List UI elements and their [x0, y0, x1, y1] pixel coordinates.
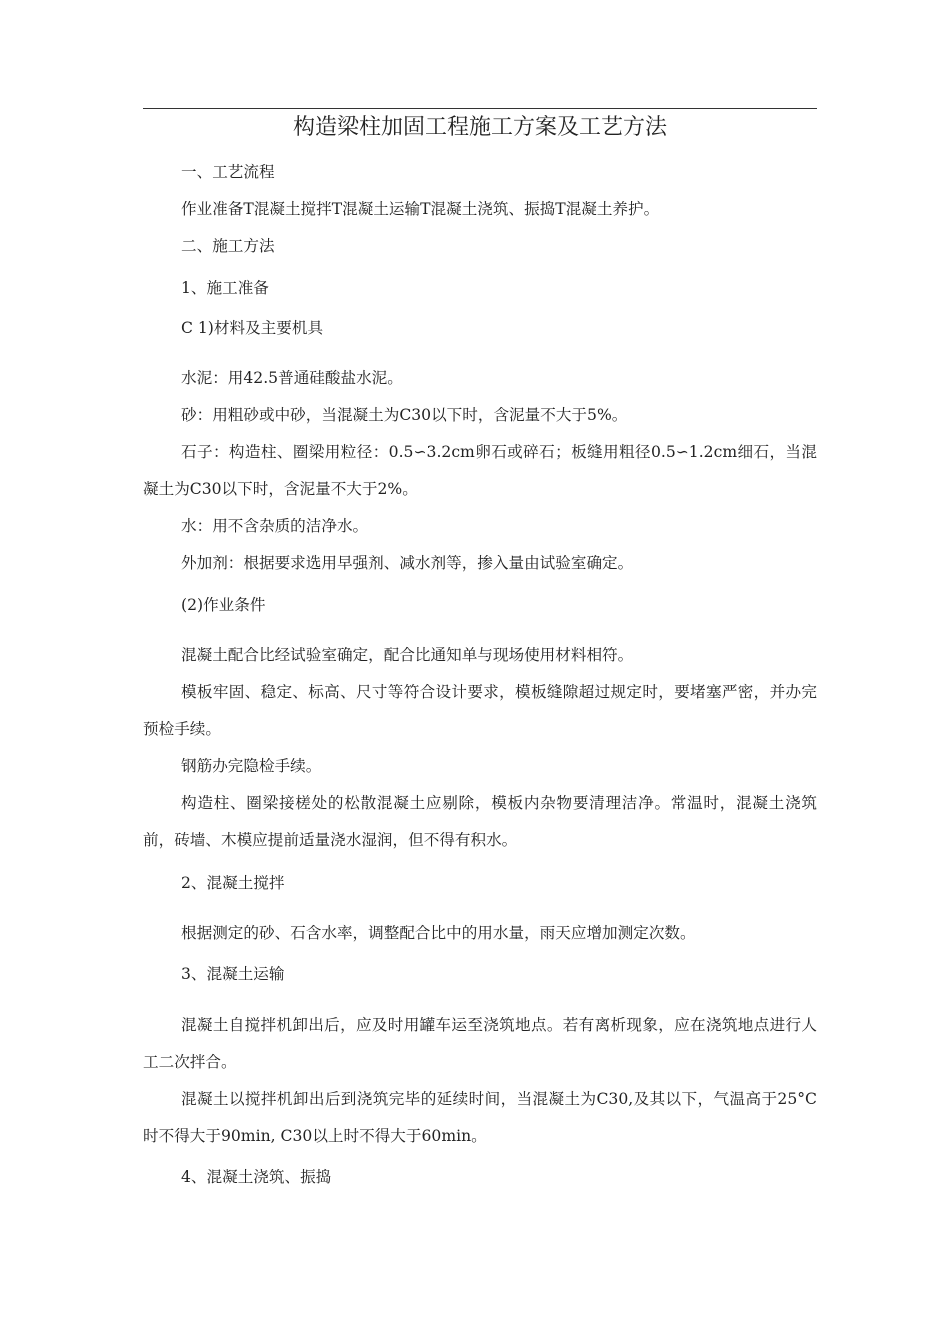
document-title: 构造梁柱加固工程施工方案及工艺方法 [292, 115, 667, 140]
subsection-heading-preparation: 1、施工准备 [181, 279, 269, 297]
paragraph-rebar-inspection: 钢筋办完隐检手续。 [181, 757, 322, 775]
subsection-heading-pouring: 4、混凝土浇筑、振捣 [181, 1168, 332, 1186]
subsection-heading-materials: C 1)材料及主要机具 [181, 319, 324, 337]
paragraph-gravel: 石子：构造柱、圈梁用粒径：0.5∽3.2cm卵石或碎石；板缝用粗径0.5∽1.2cm细石，当混凝土为C30以下时，含泥量不大于2%。 [143, 443, 817, 498]
section-heading-method: 二、施工方法 [181, 237, 275, 255]
paragraph-transport-time: 混凝土以搅拌机卸出后到浇筑完毕的延续时间，当混凝土为C30,及其以下，气温高于25°C时不得大于90min, C30以上时不得大于60min。 [143, 1090, 817, 1145]
paragraph-water: 水：用不含杂质的洁净水。 [181, 517, 369, 535]
paragraph-transport: 混凝土自搅拌机卸出后，应及时用罐车运至浇筑地点。若有离析现象，应在浇筑地点进行人工二次拌合。 [143, 1016, 817, 1071]
paragraph-mixing: 根据测定的砂、石含水率，调整配合比中的用水量，雨天应增加测定次数。 [181, 924, 696, 942]
document-page [143, 0, 817, 1344]
subsection-heading-conditions: (2)作业条件 [181, 596, 266, 614]
paragraph-joint-cleaning: 构造柱、圈梁接槎处的松散混凝土应剔除，模板内杂物要清理洁净。常温时，混凝土浇筑前，砖墙、木模应提前适量浇水湿润，但不得有积水。 [143, 794, 817, 849]
header-rule [143, 108, 817, 109]
subsection-heading-mixing: 2、混凝土搅拌 [181, 874, 285, 892]
paragraph-sand: 砂：用粗砂或中砂，当混凝土为C30以下时，含泥量不大于5%。 [181, 406, 628, 424]
paragraph-admixture: 外加剂：根据要求选用早强剂、减水剂等，掺入量由试验室确定。 [181, 554, 634, 572]
paragraph-formwork: 模板牢固、稳定、标高、尺寸等符合设计要求，模板缝隙超过规定时，要堵塞严密，并办完预检手续。 [143, 683, 817, 738]
paragraph-process-flow: 作业准备T混凝土搅拌T混凝土运输T混凝土浇筑、振捣T混凝土养护。 [181, 200, 660, 218]
section-heading-process: 一、工艺流程 [181, 163, 275, 181]
paragraph-mix-ratio: 混凝土配合比经试验室确定，配合比通知单与现场使用材料相符。 [181, 646, 634, 664]
paragraph-cement: 水泥：用42.5普通硅酸盐水泥。 [181, 369, 403, 387]
subsection-heading-transport: 3、混凝土运输 [181, 965, 285, 983]
